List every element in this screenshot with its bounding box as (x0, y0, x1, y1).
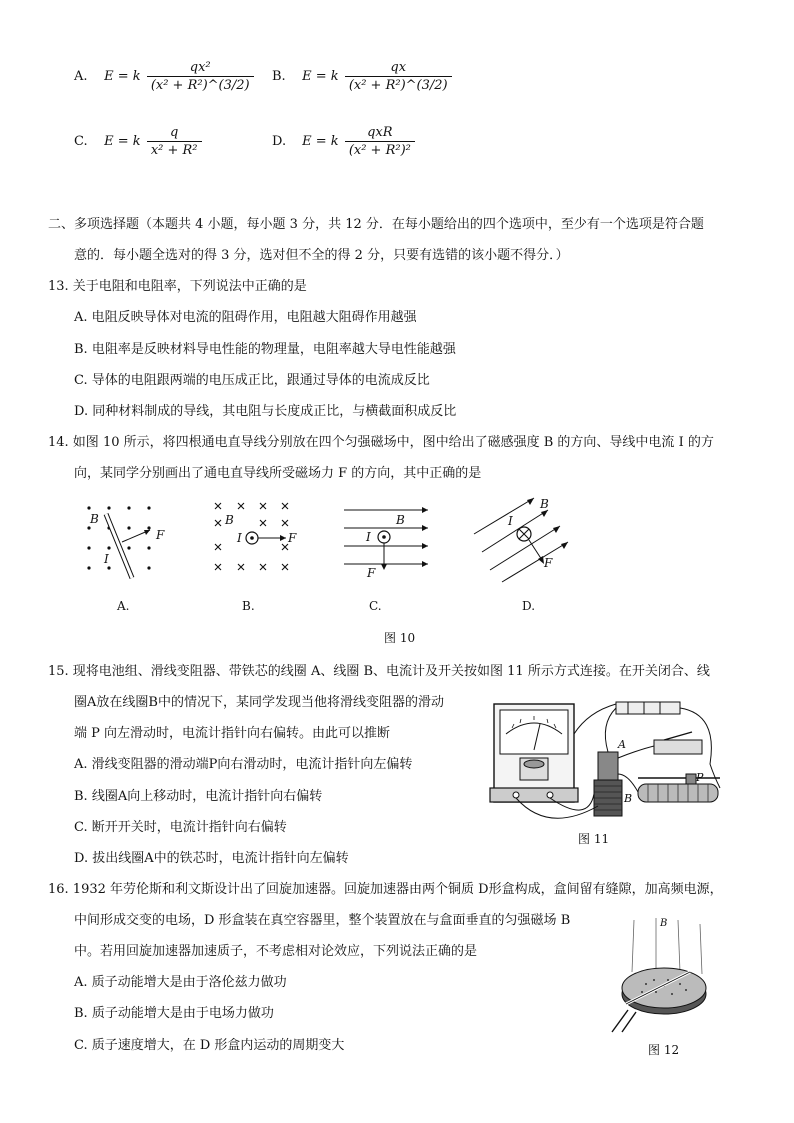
q15-stem-line3: 端 P 向左滑动时，电流计指针向右偏转。由此可以推断 (74, 726, 391, 741)
fig10b-label-f: F (288, 531, 297, 545)
figure12-cyclotron-diagram (606, 914, 716, 1034)
formula-fraction (345, 60, 452, 93)
fig10a-label-i: I (104, 552, 109, 566)
q13-option-a: A. 电阻反映导体对电流的阻碍作用，电阻越大阻碍作用越强 (74, 310, 417, 325)
q12-option-d (272, 125, 415, 158)
q15-stem-line2: 圈A放在线圈B中的情况下，某同学发现当他将滑线变阻器的滑动 (74, 695, 444, 710)
formula-lhs: E = k (104, 134, 141, 149)
figure11-caption: 图 11 (578, 832, 610, 846)
formula-fraction (147, 125, 202, 158)
q16-stem-line3: 中。若用回旋加速器加速质子，不考虑相对论效应，下列说法正确的是 (74, 944, 478, 959)
numerator: qx² (147, 60, 254, 77)
denominator: (x² + R²)^(3/2) (150, 78, 250, 93)
fig11-label-a: A (618, 738, 626, 751)
figure12-caption: 图 12 (648, 1043, 680, 1057)
q16-option-b: B. 质子动能增大是由于电场力做功 (74, 1006, 274, 1021)
q13-option-d: D. 同种材料制成的导线，其电阻与长度成正比，与横截面积成反比 (74, 404, 457, 419)
section2-heading-line1: 二、多项选择题（本题共 4 小题，每小题 3 分，共 12 分．在每小题给出的四个选项中，至少有一个选项是符合题 (48, 217, 704, 232)
figure10-d-diagram (472, 496, 572, 586)
q15-option-c: C. 断开开关时，电流计指针向右偏转 (74, 820, 287, 835)
q16-stem-line1: 16. 1932 年劳伦斯和利文斯设计出了回旋加速器。回旋加速器由两个铜质 D形盒构成，盒间留有缝隙，加高频电源， (48, 882, 723, 897)
numerator: qxR (345, 125, 415, 142)
figure10-b-label: B. (242, 599, 255, 613)
q13-option-b: B. 电阻率是反映材料导电性能的物理量，电阻率越大导电性能越强 (74, 342, 456, 357)
q15-stem-line1: 15. 现将电池组、滑线变阻器、带铁芯的线圈 A、线圈 B、电流计及开关按如图 11 所示方式连接。在开关闭合、线 (48, 664, 710, 679)
q15-option-b: B. 线圈A向上移动时，电流计指针向右偏转 (74, 789, 323, 804)
option-label: D. (272, 134, 287, 149)
q15-option-a: A. 滑线变阻器的滑动端P向右滑动时，电流计指针向左偏转 (74, 757, 413, 772)
q13-option-c: C. 导体的电阻跟两端的电压成正比，跟通过导体的电流成反比 (74, 373, 430, 388)
fig10c-label-f: F (367, 566, 376, 580)
q16-stem-line2: 中间形成交变的电场，D 形盒装在真空容器里，整个装置放在与盒面垂直的匀强磁场 B (74, 913, 571, 928)
q12-option-c (74, 125, 202, 158)
fig10c-label-i: I (366, 530, 371, 544)
fig11-label-b: B (624, 792, 633, 805)
fig10d-label-i: I (508, 514, 513, 528)
fig10b-label-i: I (237, 531, 242, 545)
q12-option-b (272, 60, 452, 93)
fig10a-label-f: F (156, 528, 165, 542)
figure10-d-label: D. (522, 599, 536, 613)
fig12-label-b: B (660, 918, 668, 929)
numerator: qx (345, 60, 452, 77)
figure10-caption: 图 10 (384, 631, 416, 645)
denominator: (x² + R²)² (348, 143, 411, 158)
figure10-b-diagram (210, 500, 300, 580)
fig10d-label-b: B (540, 497, 549, 511)
q14-stem-line2: 向，某同学分别画出了通电直导线所受磁场力 F 的方向，其中正确的是 (74, 466, 482, 481)
fig10a-label-b: B (90, 512, 99, 526)
denominator: x² + R² (150, 143, 198, 158)
q13-stem: 13. 关于电阻和电阻率，下列说法中正确的是 (48, 279, 307, 294)
figure11-circuit-diagram (488, 694, 728, 824)
q14-stem-line1: 14. 如图 10 所示，将四根通电直导线分别放在四个匀强磁场中，图中给出了磁感强度 B 的方向、导线中电流 I 的方 (48, 435, 714, 450)
option-label: C. (74, 134, 88, 149)
q16-option-c: C. 质子速度增大，在 D 形盒内运动的周期变大 (74, 1038, 345, 1053)
q15-option-d: D. 拔出线圈A中的铁芯时，电流计指针向左偏转 (74, 851, 349, 866)
fig11-label-p: P (696, 771, 704, 784)
fig10c-label-b: B (396, 513, 405, 527)
numerator: q (147, 125, 202, 142)
formula-lhs: E = k (302, 69, 339, 84)
figure10-c-diagram (342, 500, 432, 580)
formula-lhs: E = k (302, 134, 339, 149)
q16-option-a: A. 质子动能增大是由于洛伦兹力做功 (74, 975, 287, 990)
option-label: B. (272, 69, 286, 84)
denominator: (x² + R²)^(3/2) (348, 78, 448, 93)
option-label: A. (74, 69, 88, 84)
fig10d-label-f: F (544, 556, 553, 570)
formula-fraction (345, 125, 415, 158)
figure10-c-label: C. (369, 599, 382, 613)
figure10-a-label: A. (117, 599, 130, 613)
section2-heading-line2: 意的．每小题全选对的得 3 分，选对但不全的得 2 分，只要有选错的该小题不得分．） (74, 248, 569, 263)
q12-option-a (74, 60, 254, 93)
formula-fraction (147, 60, 254, 93)
formula-lhs: E = k (104, 69, 141, 84)
fig10b-label-b: B (225, 513, 234, 527)
